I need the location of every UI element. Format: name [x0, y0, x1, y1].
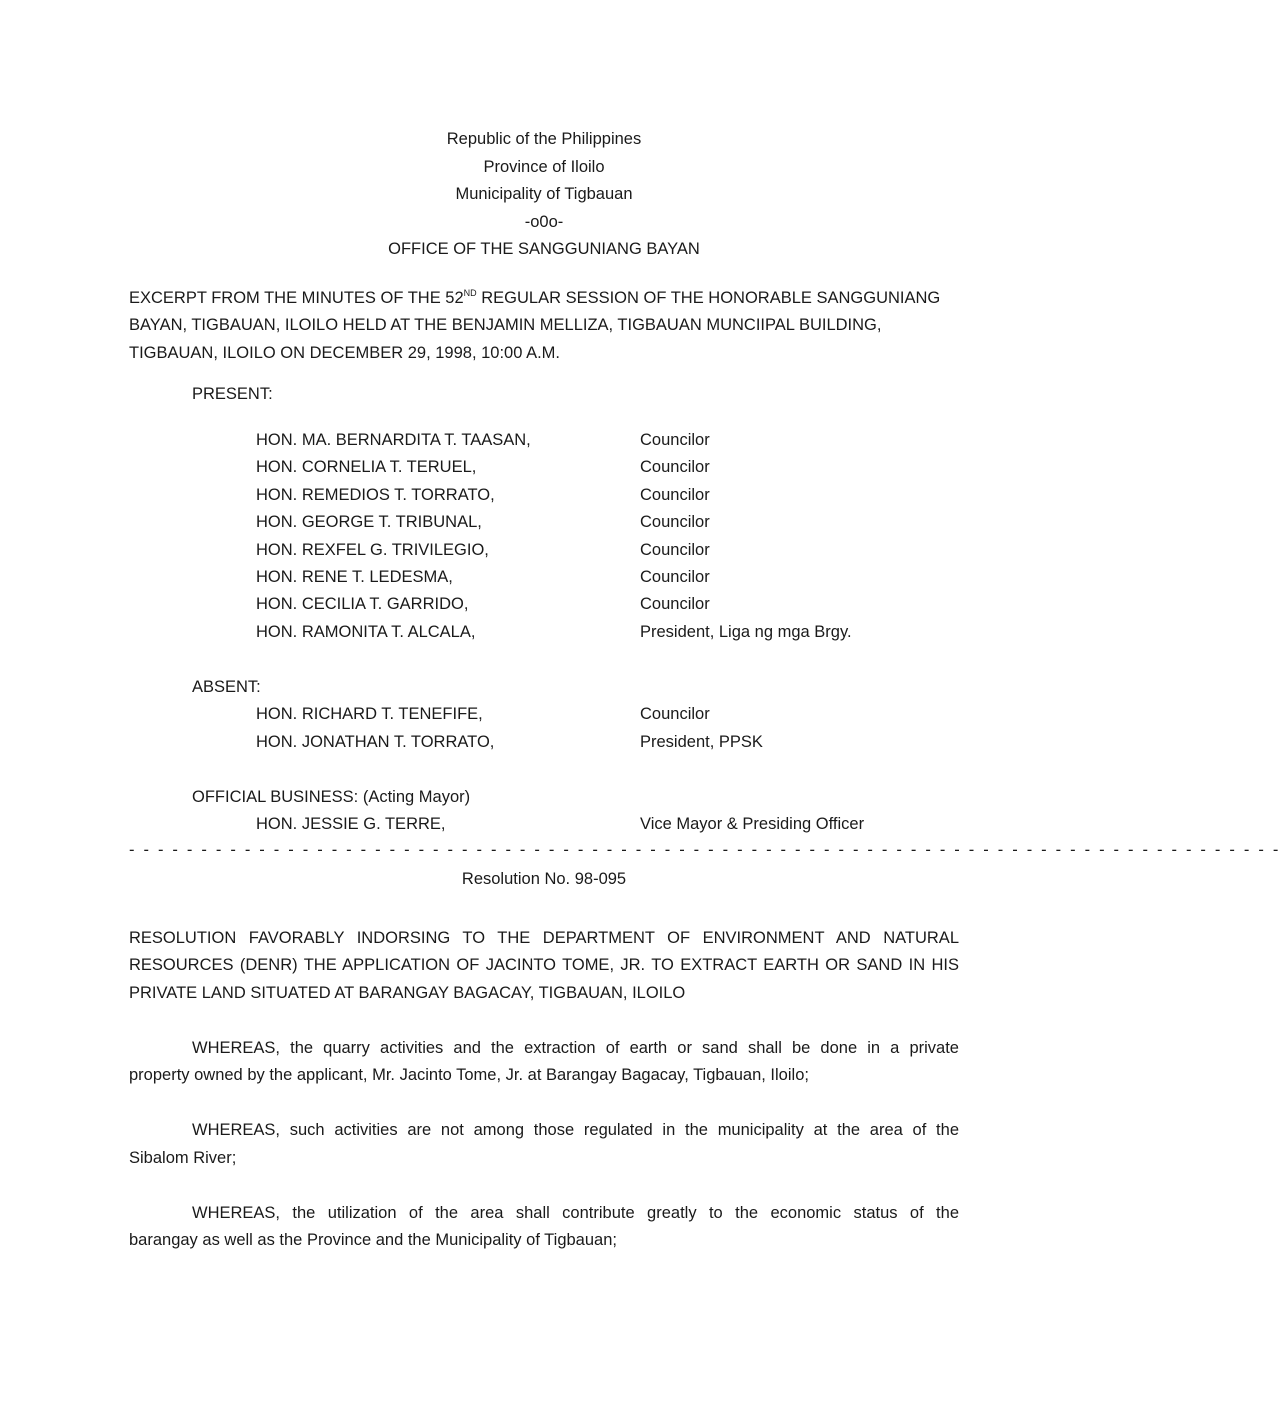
excerpt-line-1-post: REGULAR SESSION OF THE HONORABLE SANGGUNIANG: [476, 289, 941, 307]
whereas-2-line-2: Sibalom River;: [129, 1149, 237, 1167]
present-member-name: HON. REMEDIOS T. TORRATO,: [256, 486, 495, 504]
excerpt-line-1-pre: EXCERPT FROM THE MINUTES OF THE 52: [129, 289, 464, 307]
present-member-position: Councilor: [640, 513, 710, 531]
whereas-1-line-1: WHEREAS, the quarry activities and the extraction of earth or sand shall be done in a private: [192, 1039, 959, 1057]
excerpt-line-2: BAYAN, TIGBAUAN, ILOILO HELD AT THE BENJAMIN MELLIZA, TIGBAUAN MUNCIIPAL BUILDING,: [129, 316, 882, 334]
whereas-1-line-2: property owned by the applicant, Mr. Jacinto Tome, Jr. at Barangay Bagacay, Tigbauan, Iloilo;: [129, 1066, 809, 1084]
present-member-name: HON. RAMONITA T. ALCALA,: [256, 623, 476, 641]
present-member-name: HON. CECILIA T. GARRIDO,: [256, 595, 469, 613]
absent-member-name: HON. JONATHAN T. TORRATO,: [256, 733, 495, 751]
header-separator: -o0o-: [524, 213, 564, 231]
present-member-position: President, Liga ng mga Brgy.: [640, 623, 852, 641]
present-member-name: HON. REXFEL G. TRIVILEGIO,: [256, 541, 489, 559]
resolution-title-line-1: RESOLUTION FAVORABLY INDORSING TO THE DEPARTMENT OF ENVIRONMENT AND NATURAL: [129, 929, 959, 947]
absent-member-position: Councilor: [640, 705, 710, 723]
resolution-title-line-2: RESOURCES (DENR) THE APPLICATION OF JACINTO TOME, JR. TO EXTRACT EARTH OR SAND IN HIS: [129, 956, 959, 974]
present-member-name: HON. GEORGE T. TRIBUNAL,: [256, 513, 482, 531]
resolution-title-line-3: PRIVATE LAND SITUATED AT BARANGAY BAGACAY, TIGBAUAN, ILOILO: [129, 984, 686, 1002]
present-member-name: HON. MA. BERNARDITA T. TAASAN,: [256, 431, 531, 449]
excerpt-line-1: [129, 285, 959, 315]
resolution-number: Resolution No. 98-095: [461, 870, 627, 888]
present-member-name: HON. CORNELIA T. TERUEL,: [256, 458, 477, 476]
official-business-name: HON. JESSIE G. TERRE,: [256, 815, 446, 833]
present-member-position: Councilor: [640, 431, 710, 449]
whereas-3-line-1: WHEREAS, the utilization of the area shall contribute greatly to the economic status of the: [192, 1204, 959, 1222]
whereas-3-line-2: barangay as well as the Province and the Municipality of Tigbauan;: [129, 1231, 617, 1249]
present-label: PRESENT:: [192, 385, 273, 403]
excerpt-line-3: TIGBAUAN, ILOILO ON DECEMBER 29, 1998, 10:00 A.M.: [129, 344, 560, 362]
present-member-name: HON. RENE T. LEDESMA,: [256, 568, 453, 586]
absent-label: ABSENT:: [192, 678, 261, 696]
excerpt-ordinal-superscript: ND: [463, 288, 477, 298]
absent-member-name: HON. RICHARD T. TENEFIFE,: [256, 705, 483, 723]
present-member-position: Councilor: [640, 458, 710, 476]
header-office: OFFICE OF THE SANGGUNIANG BAYAN: [388, 240, 700, 258]
header-province: Province of Iloilo: [483, 158, 605, 176]
absent-member-position: President, PPSK: [640, 733, 763, 751]
present-member-position: Councilor: [640, 486, 710, 504]
present-member-position: Councilor: [640, 568, 710, 586]
present-member-position: Councilor: [640, 595, 710, 613]
present-member-position: Councilor: [640, 541, 710, 559]
official-business-position: Vice Mayor & Presiding Officer: [640, 815, 865, 833]
dashed-divider: - - - - - - - - - - - - - - - - - - - - - - - - - - - - - - - - - - - - - - - - - - - - - - - - - - - - - - - - - - - - - - - - - - - - - - - - - - - - - - - -: [129, 841, 1281, 859]
whereas-2-line-1: WHEREAS, such activities are not among those regulated in the municipality at the area of the: [192, 1121, 959, 1139]
header-republic: Republic of the Philippines: [446, 130, 642, 148]
header-municipality: Municipality of Tigbauan: [455, 185, 633, 203]
official-business-label: OFFICIAL BUSINESS: (Acting Mayor): [192, 788, 471, 806]
